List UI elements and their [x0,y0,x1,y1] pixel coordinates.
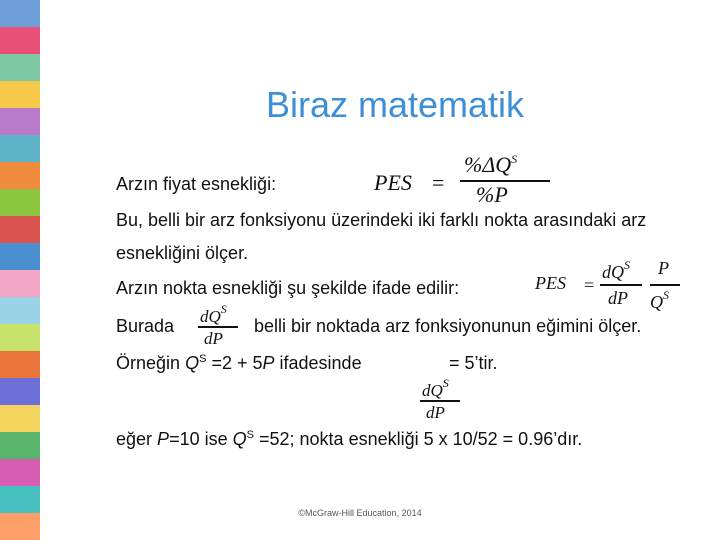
stripe [0,405,40,433]
superscript-s-7: S [246,429,254,441]
example-line [116,353,362,374]
decorative-stripes [0,0,40,540]
q-text: Q [650,292,663,312]
stripe [0,432,40,460]
pct-denominator: %P [476,182,508,207]
example-label: Örneğin [116,353,181,373]
dp-text: dP [608,288,628,308]
copyright-footer: ©McGraw-Hill Education, 2014 [298,508,422,518]
example-slope-fraction [420,376,466,432]
p-symbol-2: P [157,429,170,449]
supply-elasticity-label: Arzın fiyat esnekliği: [116,174,277,194]
stripe [0,189,40,217]
stripe [0,324,40,352]
stripe [0,216,40,244]
q-symbol: Q [185,353,200,373]
dq-text-3: dQ [422,381,443,400]
superscript-s-4: S [220,302,227,316]
equals-sign: = [432,170,445,195]
p-symbol: P [262,353,275,373]
dp-text-3: dP [426,403,445,422]
superscript-s-2: S [624,258,630,272]
page-title: Biraz matematik [265,84,525,125]
stripe [0,297,40,325]
ifadesinde-text: ifadesinde [279,353,362,373]
equation-rhs: =2 + 5 [211,353,263,373]
eger-label: eğer [116,429,153,449]
dq-text-2: dQ [200,307,221,326]
p-text: P [658,258,669,278]
pes-symbol-2: PES [535,273,566,293]
stripe [0,351,40,379]
pes-symbol: PES [374,170,412,195]
stripe [0,0,40,28]
superscript-s: S [511,152,518,166]
stripe [0,54,40,82]
stripe [0,27,40,55]
dq-text: dQ [602,262,624,282]
slope-fraction [198,302,244,358]
elasticity-result: =52; nokta esnekliği 5 x 10/52 = 0.96’dır. [259,429,583,449]
slope-description: belli bir noktada arz fonksiyonunun eğimini ölçer. [254,316,642,336]
pct-fraction [460,152,552,208]
pct-numerator: %ΔQ [464,152,512,177]
result-text: = 5’tir. [449,353,498,373]
q-symbol-2: Q [232,429,247,449]
superscript-s-5: S [199,353,207,365]
point-elasticity-label: Arzın nokta esnekliği şu şekilde ifade edilir: [116,278,460,298]
stripe [0,162,40,190]
stripe [0,459,40,487]
stripe [0,135,40,163]
stripe [0,378,40,406]
dp-text-2: dP [204,329,223,348]
dq-dp-fraction [600,258,646,314]
description-line-1: Bu, belli bir arz fonksiyonu üzerindeki iki farklı nokta arasındaki arz [116,210,647,230]
stripe [0,270,40,298]
superscript-s-3: S [663,288,669,302]
equals-sign-2: = [584,275,595,295]
superscript-s-6: S [442,376,449,390]
description-line-2: esnekliğini ölçer. [116,243,249,263]
conclusion-line [116,429,582,450]
p-over-q-fraction [650,258,684,314]
burada-label: Burada [116,316,175,336]
stripe [0,243,40,271]
p-value-text: =10 ise [169,429,228,449]
